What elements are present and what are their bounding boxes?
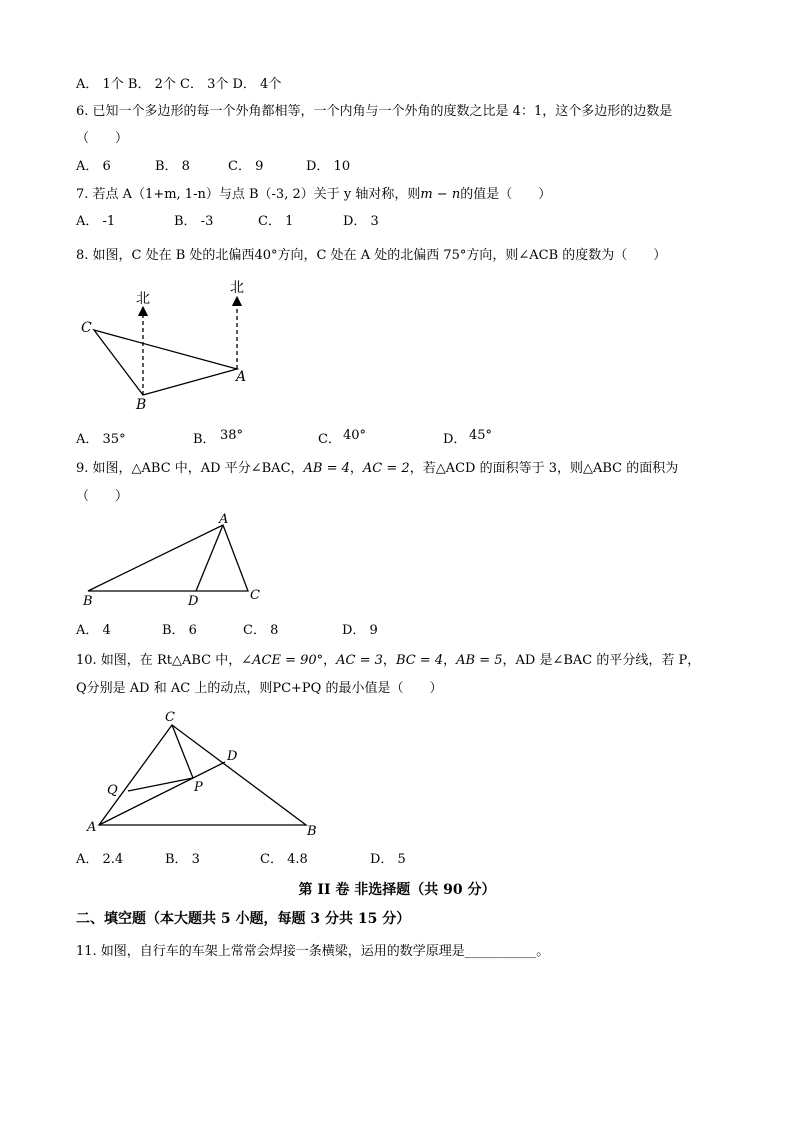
q10-eq2: AC = 3 <box>336 653 383 668</box>
q7-stem-a: 7. 若点 A（1+m, 1-n）与点 B（-3, 2）关于 y 轴对称，则 <box>76 187 421 202</box>
q7-option-a: A． -1 <box>76 214 116 229</box>
q7-stem <box>76 187 551 203</box>
q8-option-d-letter: D． <box>443 432 467 447</box>
q9-stem-b: ，若△ACD 的面积等于 3，则△ABC 的面积为 <box>409 461 679 476</box>
q9-stem-a: 9. 如图，△ABC 中，AD 平分∠BAC， <box>76 461 304 476</box>
q8-stem <box>76 248 666 264</box>
q7-option-d: D． 3 <box>343 214 379 229</box>
q10-bisector-ad <box>99 762 225 825</box>
q10-option-d: D． 5 <box>370 852 406 867</box>
q7-option-b: B． -3 <box>174 214 214 229</box>
q8-option-b-value: 38° <box>220 428 244 443</box>
q7-option-c: C． 1 <box>258 214 294 229</box>
q10-label-q: Q <box>107 783 118 798</box>
q10-label-c: C <box>165 710 175 725</box>
q8-north-label-b: 北 <box>136 291 150 307</box>
q9-eq2: AC = 2 <box>362 461 410 476</box>
q9-label-d: D <box>188 594 199 609</box>
q10-eq4: AB = 5 <box>456 653 503 668</box>
q7-expr: m − n <box>420 187 461 202</box>
q9-figure <box>78 512 278 612</box>
q8-angle1: 40° <box>254 248 278 263</box>
q9-option-d: D． 9 <box>342 623 378 638</box>
q10-figure <box>84 705 324 840</box>
q10-label-a: A <box>87 820 97 835</box>
q10-stem-line2: Q分别是 AD 和 AC 上的动点，则PC+PQ 的最小值是（ ） <box>76 681 443 696</box>
q8-triangle <box>94 330 237 395</box>
q6-paren: （ ） <box>76 131 129 146</box>
q10-label-d: D <box>227 749 238 764</box>
q10-option-c: C． 4.8 <box>260 852 308 867</box>
q8-option-a: A． 35° <box>76 432 126 447</box>
q9-paren: （ ） <box>76 489 129 504</box>
q7-stem-b: 的值是（ ） <box>460 187 552 202</box>
q10-eq1: ∠ACE = 90° <box>241 653 324 668</box>
q8-option-c-value: 40° <box>343 428 367 443</box>
section2-title: 第 II 卷 非选择题（共 90 分） <box>298 882 496 898</box>
q8-label-b: B <box>136 397 147 413</box>
q9-bisector-ad <box>196 525 223 591</box>
q9-option-b: B． 6 <box>162 623 197 638</box>
q9-label-b: B <box>83 594 93 609</box>
q9-option-c: C． 8 <box>243 623 279 638</box>
q9-eq1: AB = 4 <box>303 461 350 476</box>
q9-triangle <box>88 525 248 591</box>
q6-option-c: C． 9 <box>228 159 264 174</box>
q10-stem-a: 10. 如图，在 Rt△ABC 中， <box>76 653 242 668</box>
q6-option-d: D． 10 <box>306 159 351 174</box>
q6-option-b: B． 8 <box>155 159 190 174</box>
q9-stem: 9. 如图，△ABC 中，AD 平分∠BAC，AB = 4，AC = 2，若△ACD 的面积等于 3，则△ABC 的面积为 <box>76 461 679 476</box>
q8-option-c-letter: C． <box>318 432 341 447</box>
q9-label-a: A <box>219 512 229 527</box>
q5-options: A． 1个 B． 2个 C． 3个 D． 4个 <box>76 77 282 92</box>
q6-stem: 6. 已知一个多边形的每一个外角都相等，一个内角与一个外角的度数之比是 4：1，这个多边形的边数是 <box>76 104 673 119</box>
q8-stem-a: 8. 如图，C 处在 B 处的北偏西 <box>76 248 255 263</box>
q8-option-d-value: 45° <box>469 428 493 443</box>
q11-stem: 11. 如图，自行车的车架上常常会焊接一条横梁，运用的数学原理是___________。 <box>76 944 550 959</box>
q10-option-b: B． 3 <box>165 852 200 867</box>
q10-stem-line1: 10. 如图，在 Rt△ABC 中，∠ACE = 90°，AC = 3，BC = 4，AB = 5，AD 是∠BAC 的平分线，若 P， <box>76 653 701 668</box>
q10-label-b: B <box>307 824 317 839</box>
q8-north-label-a: 北 <box>230 280 244 296</box>
q9-label-c: C <box>250 588 260 603</box>
q10-eq3: BC = 4 <box>395 653 444 668</box>
q9-option-a: A． 4 <box>76 623 111 638</box>
q8-label-a: A <box>236 369 247 385</box>
q10-label-p: P <box>194 780 203 795</box>
q10-segment-qp <box>128 778 193 791</box>
part2-heading: 二、填空题（本大题共 5 小题，每题 3 分共 15 分） <box>76 911 411 927</box>
q8-label-c: C <box>81 320 92 336</box>
q6-option-a: A． 6 <box>76 159 111 174</box>
q8-stem-b: 方向，C 处在 A 处的北偏西 75°方向，则∠ACB 的度数为（ ） <box>277 248 667 263</box>
q10-stem-b: ，AD 是∠BAC 的平分线，若 P， <box>502 653 701 668</box>
q10-option-a: A． 2.4 <box>76 852 124 867</box>
q8-option-b-letter: B． <box>193 432 216 447</box>
q8-figure <box>70 275 270 415</box>
